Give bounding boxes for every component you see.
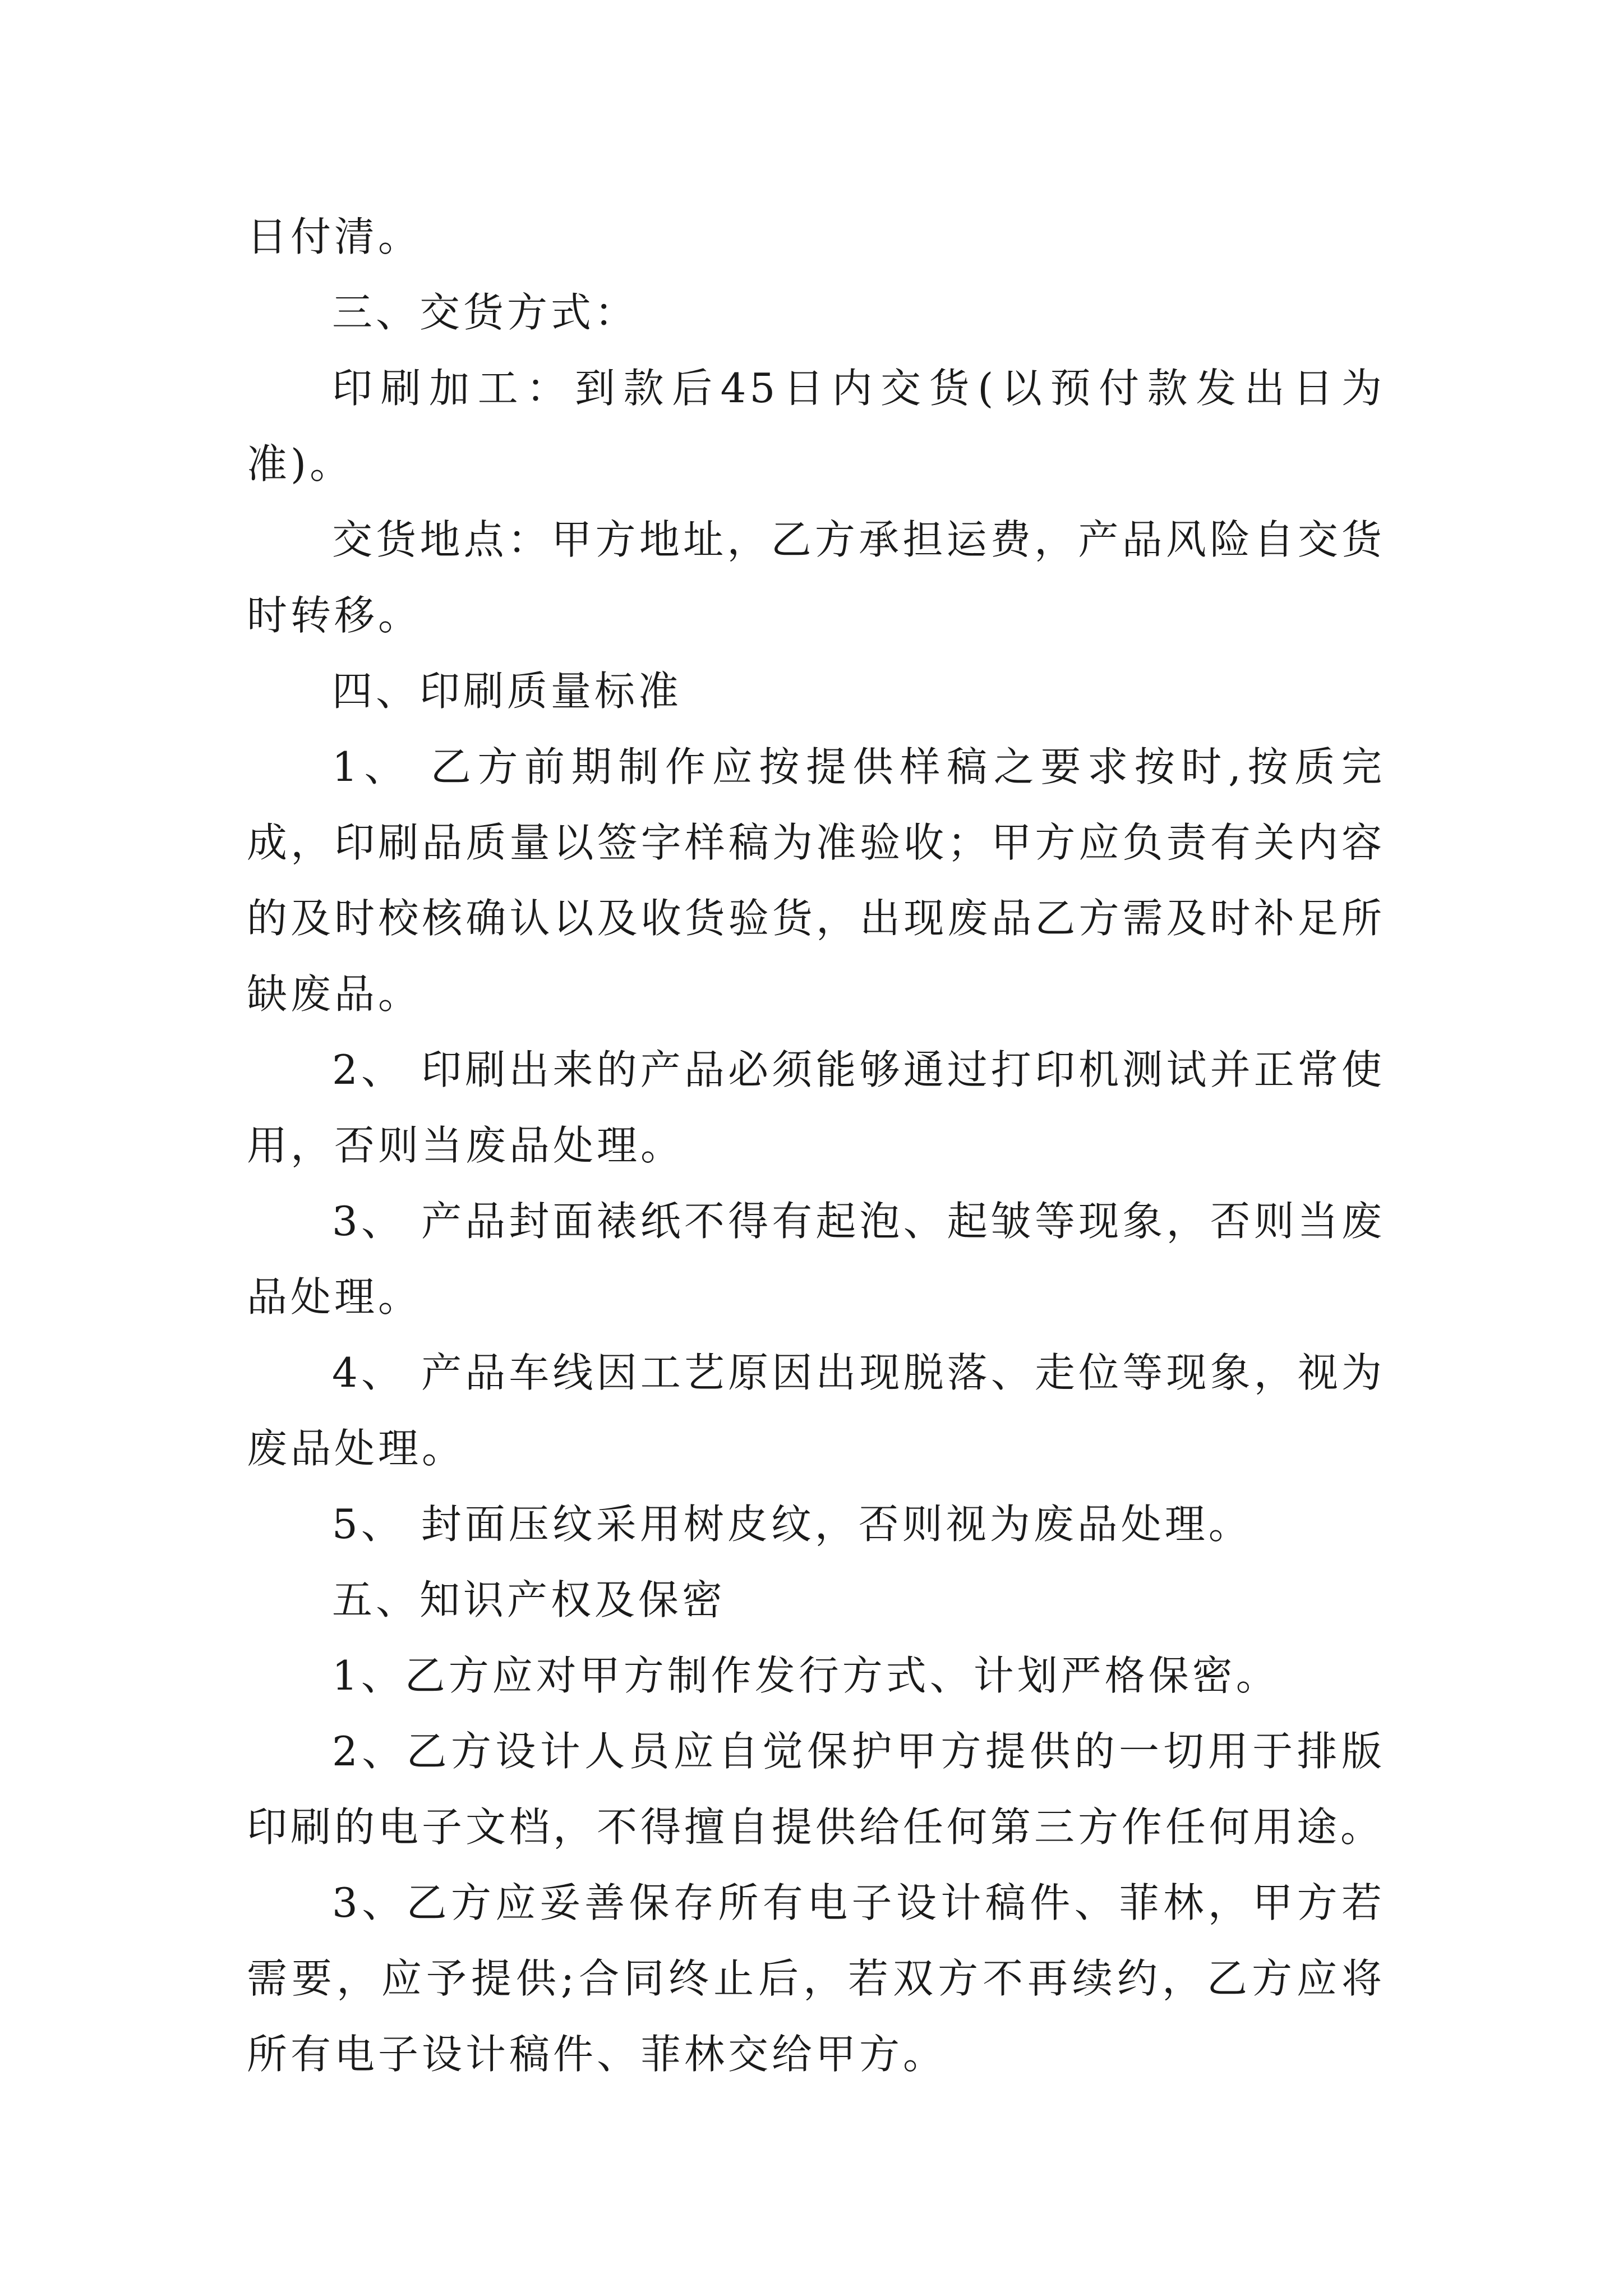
quality-item-3: 3、 产品封面裱纸不得有起泡、起皱等现象，否则当废品处理。	[247, 1198, 1385, 1320]
section-heading-delivery: 三、交货方式：	[332, 289, 639, 336]
paragraph-delivery-location: 交货地点：甲方地址，乙方承担运费，产品风险自交货时转移。	[247, 516, 1385, 639]
confidentiality-item-1: 1、乙方应对甲方制作发行方式、计划严格保密。	[332, 1652, 1280, 1699]
paragraph-printing-delivery-time: 印刷加工：到款后45日内交货(以预付款发出日为准)。	[247, 365, 1385, 487]
paragraph-payment-end: 日付清。	[247, 213, 422, 260]
quality-item-4: 4、 产品车线因工艺原因出现脱落、走位等现象，视为废品处理。	[247, 1349, 1385, 1472]
quality-item-1: 1、 乙方前期制作应按提供样稿之要求按时,按质完成，印刷品质量以签字样稿为准验收；甲方应负责有关内容的及时校核确认以及收货验货，出现废品乙方需及时补足所缺废品。	[247, 743, 1385, 1018]
confidentiality-item-2: 2、乙方设计人员应自觉保护甲方提供的一切用于排版印刷的电子文档，不得擅自提供给任何第三方作任何用途。	[247, 1728, 1385, 1851]
confidentiality-item-3: 3、乙方应妥善保存所有电子设计稿件、菲林，甲方若需要，应予提供;合同终止后，若双方不再续约，乙方应将所有电子设计稿件、菲林交给甲方。	[247, 1879, 1385, 2078]
quality-item-5: 5、 封面压纹采用树皮纹，否则视为废品处理。	[332, 1501, 1252, 1548]
section-heading-quality: 四、印刷质量标准	[332, 668, 683, 715]
document-body	[247, 199, 1385, 2092]
section-heading-ip-confidentiality: 五、知识产权及保密	[332, 1576, 726, 1623]
quality-item-2: 2、 印刷出来的产品必须能够通过打印机测试并正常使用，否则当废品处理。	[247, 1046, 1385, 1169]
